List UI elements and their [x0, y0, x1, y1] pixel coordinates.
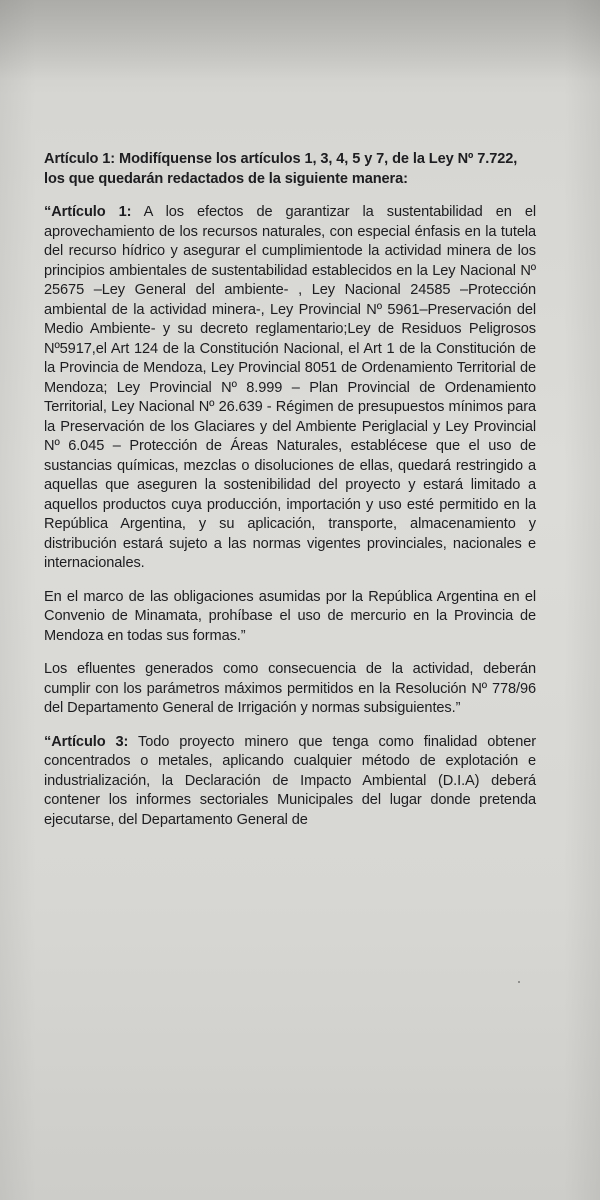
- mercurio-paragraph: En el marco de las obligaciones asumidas por la República Argentina en el Convenio de Minamata, prohíbase el uso de mercurio en la Provincia de Mendoza en todas sus formas.”: [44, 588, 536, 644]
- document-body: [44, 150, 536, 844]
- article-3-text: Todo proyecto minero que tenga como finalidad obtener concentrados o metales, aplicando cualquier método de explotación e industrialización, la Declaración de Impacto Ambiental (D.I.A) deberá contener los informes sectoriales Municipales del lugar donde pretenda ejecutarse, del Departamento General de: [44, 733, 536, 828]
- paper-speck: [518, 981, 520, 983]
- article-3-paragraph: [44, 733, 536, 831]
- efluentes-paragraph: Los efluentes generados como consecuencia de la actividad, deberán cumplir con los parámetros máximos permitidos en la Resolución Nº 778/96 del Departamento General de Irrigación y normas subsiguientes.”: [44, 661, 536, 716]
- article-1-text: A los efectos de garantizar la sustentabilidad en el aprovechamiento de los recursos naturales, con especial énfasis en la tutela del recurso hídrico y asegurar el cumplimientode la actividad minera de los principios ambientales de sustentabilidad establecidos en la Ley Nacional Nº 25675 –Ley General del ambiente- , Ley Nacional 24585 –Protección ambiental de la actividad minera-, Ley Provincial Nº 5961–Preservación del Medio Ambiente- y su decreto reglamentario;Ley de Residuos Peligrosos Nº5917,el Art 124 de la Constitución Nacional, el Art 1 de la Constitución de la Provincia de Mendoza, Ley Provincial 8051 de Ordenamiento Territorial de Mendoza; Ley Provincial Nº 8.999 – Plan Provincial de Ordenamiento Territorial, Ley Nacional Nº 26.639 - Régimen de presupuestos mínimos para la Preservación de los Glaciares y del Ambiente Periglacial y Ley Provincial Nº 6.045 – Protección de Áreas Naturales, establécese que el uso de sustancias químicas, mezclas o disoluciones de ellas, quedará restringido a aquellas que aseguren la sostenibilidad del proyecto y estará limitado a aquellos productos cuya producción, importación y uso esté permitido en la República Argentina, y su aplicación, transporte, almacenamiento y distribución estará sujeto a las normas vigentes provinciales, nacionales e internacionales.: [44, 204, 536, 571]
- article-1-heading: Artículo 1: Modifíquense los artículos 1, 3, 4, 5 y 7, de la Ley Nº 7.722, los que quedarán redactados de la siguiente manera:: [44, 151, 518, 187]
- article-1-paragraph: [44, 203, 536, 574]
- article-1-label: “Artículo 1:: [44, 204, 132, 220]
- article-3-label: “Artículo 3:: [44, 733, 129, 750]
